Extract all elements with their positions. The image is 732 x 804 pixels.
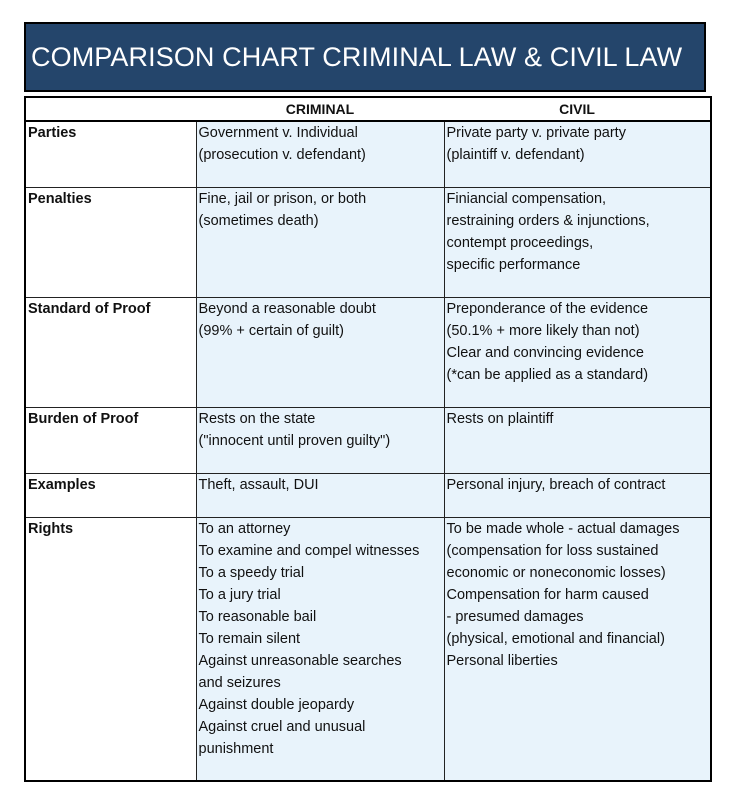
criminal-line: To remain silent — [198, 630, 301, 647]
criminal-line: To an attorney — [198, 520, 291, 537]
criminal-line: (prosecution v. defendant) — [198, 147, 366, 163]
civil-cell — [444, 517, 711, 781]
row-label: Examples — [25, 473, 196, 517]
civil-line: (compensation for loss sustained — [446, 542, 659, 559]
criminal-line: Rests on the state — [198, 410, 316, 427]
table-row — [25, 517, 711, 781]
table-row — [25, 187, 711, 297]
criminal-line: To examine and compel witnesses — [198, 542, 420, 559]
criminal-cell — [196, 517, 444, 781]
criminal-line: Against double jeopardy — [198, 696, 355, 713]
civil-line: specific performance — [446, 256, 581, 273]
civil-line: Private party v. private party — [446, 125, 626, 141]
criminal-line: To a jury trial — [198, 586, 281, 603]
civil-line: (physical, emotional and financial) — [446, 630, 665, 647]
civil-cell — [444, 473, 711, 517]
table-header-row — [25, 97, 711, 121]
civil-line: Clear and convincing evidence — [446, 344, 644, 361]
table-row — [25, 297, 711, 407]
criminal-cell — [196, 187, 444, 297]
civil-line: Preponderance of the evidence — [446, 300, 649, 317]
criminal-line: Against unreasonable searches — [198, 652, 402, 669]
criminal-cell — [196, 473, 444, 517]
civil-line: (plaintiff v. defendant) — [446, 147, 585, 163]
criminal-line: Government v. Individual — [198, 125, 358, 141]
civil-line: (50.1% + more likely than not) — [446, 322, 640, 339]
criminal-line: and seizures — [198, 674, 281, 691]
header-empty-cell — [25, 97, 196, 121]
civil-line: (*can be applied as a standard) — [446, 366, 649, 383]
row-label: Rights — [25, 517, 196, 781]
civil-line: restraining orders & injunctions, — [446, 212, 650, 229]
civil-line: Compensation for harm caused — [446, 586, 649, 603]
civil-cell — [444, 407, 711, 473]
civil-line: - presumed damages — [446, 608, 584, 625]
table-row — [25, 473, 711, 517]
criminal-cell — [196, 407, 444, 473]
civil-line: economic or noneconomic losses) — [446, 564, 666, 581]
row-label: Parties — [25, 121, 196, 187]
criminal-line: (99% + certain of guilt) — [198, 322, 344, 339]
civil-line: Finiancial compensation, — [446, 190, 607, 207]
table-body — [25, 121, 711, 781]
civil-line: Rests on plaintiff — [446, 410, 554, 427]
civil-line: Personal liberties — [446, 652, 558, 669]
table-row — [25, 121, 711, 187]
civil-cell — [444, 121, 711, 187]
civil-line: contempt proceedings, — [446, 234, 594, 251]
criminal-line: ("innocent until proven guilty") — [198, 432, 391, 449]
header-criminal: CRIMINAL — [196, 97, 444, 121]
criminal-line: Against cruel and unusual — [198, 718, 366, 735]
criminal-line: Fine, jail or prison, or both — [198, 190, 367, 207]
criminal-cell — [196, 297, 444, 407]
criminal-cell — [196, 121, 444, 187]
criminal-line: To a speedy trial — [198, 564, 305, 581]
page-title: COMPARISON CHART CRIMINAL LAW & CIVIL LAW — [31, 41, 683, 72]
header-civil: CIVIL — [444, 97, 711, 121]
civil-cell — [444, 297, 711, 407]
criminal-line: Theft, assault, DUI — [198, 476, 319, 493]
criminal-line: To reasonable bail — [198, 608, 317, 625]
title-banner — [24, 22, 706, 92]
civil-line: To be made whole - actual damages — [446, 520, 680, 537]
criminal-line: Beyond a reasonable doubt — [198, 300, 376, 317]
row-label: Penalties — [25, 187, 196, 297]
row-label: Standard of Proof — [25, 297, 196, 407]
criminal-line: punishment — [198, 740, 274, 757]
table-row — [25, 407, 711, 473]
civil-line: Personal injury, breach of contract — [446, 476, 666, 493]
row-label: Burden of Proof — [25, 407, 196, 473]
civil-cell — [444, 187, 711, 297]
criminal-line: (sometimes death) — [198, 212, 319, 229]
comparison-table — [24, 96, 712, 782]
